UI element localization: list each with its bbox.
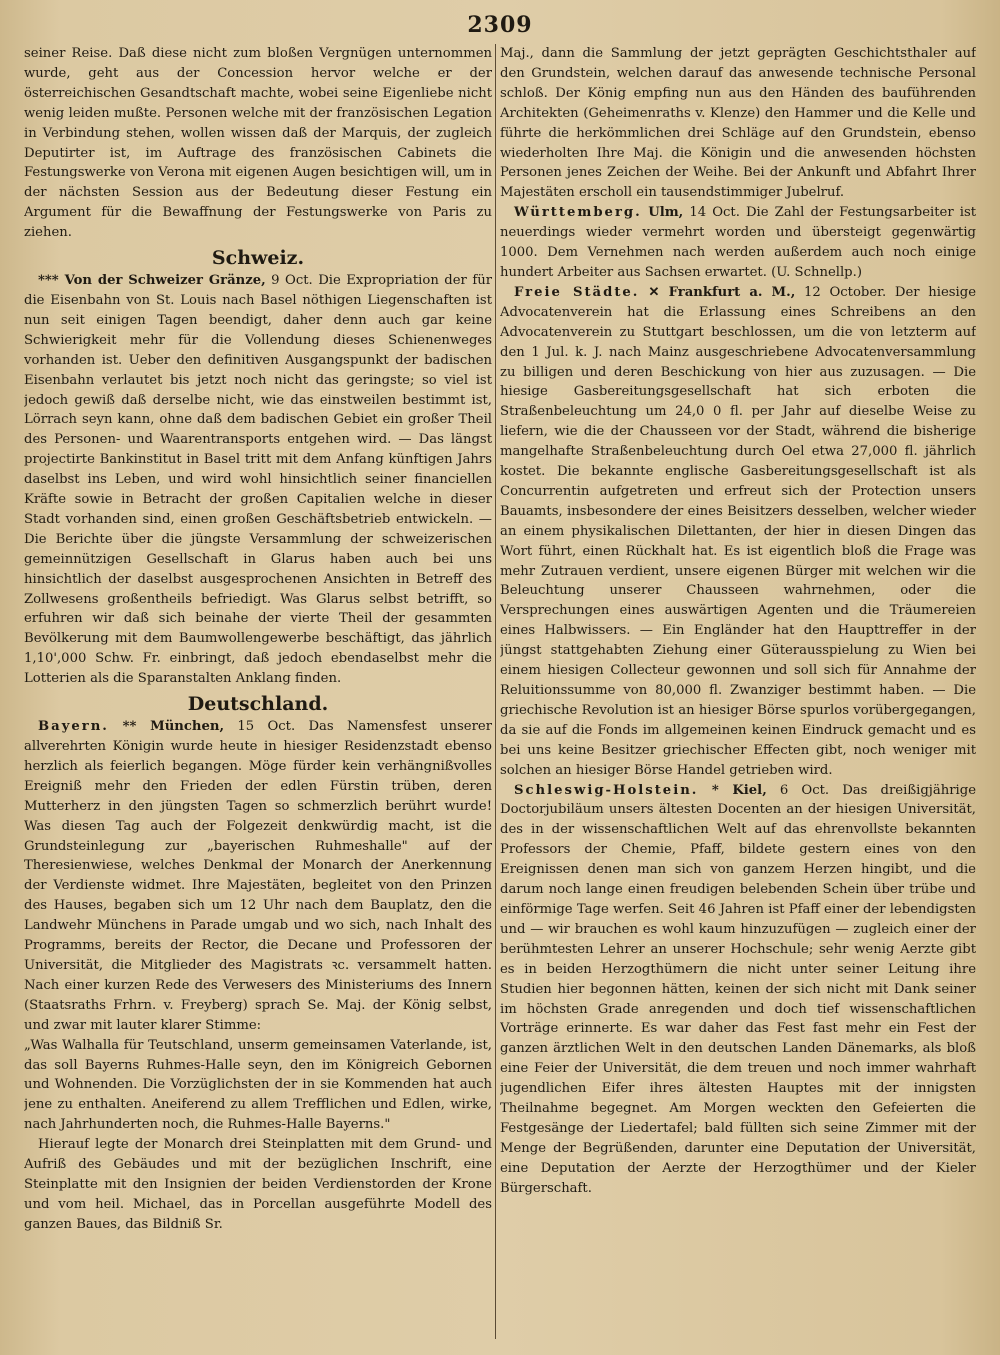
right-column (500, 44, 976, 1341)
quotation-text: „Was Walhalla für Teutschland, unserm gemeinsamen Vaterlande, ist, das soll Bayerns Ruhmes-Halle seyn, den im Königreich Gebornen und Wohnenden. Die Vorzüglichsten der in sie Kommenden hat auch jene zu enthalten. Aneiferend zu allem Trefflichen und Edlen, wirke, nach Jahrhunderten noch, die Ruhmes-Halle Bayerns." (24, 1037, 492, 1133)
article-body: Der hiesige Advocatenverein hat die Erlassung eines Schreibens an den Advocatenverein zu Stuttgart beschlossen, um die von letzterm auf den 1 Jul. k. J. nach Mainz ausgeschriebene Advocatenversammlung zu billigen und deren Beschickung von hier aus zuzusagen. — Die hiesige Gasbereitungsgesellschaft hat sich erboten die Straßenbeleuchtung um 24,0 0 fl. per Jahr auf dieselbe Weise zu liefern, wie die der Chausseen vor der Stadt, während die bisherige mangelhafte Straßenbeleuchtung durch Oel etwa 27,000 fl. jährlich kostet. Die bekannte englische Gasbereitungsgesellschaft ist als Concurrentin aufgetreten und erfreut sich der Protection unsers Bauamts, insbesondere der eines Beisitzers desselben, welcher wieder an einem physikalischen Dilettanten, der hier in diesen Dingen das Wort führt, einen Rückhalt hat. Es ist eigentlich bloß die Frage was mehr Zutrauen verdient, unsere eigenen Bürger mit welchen wir die Beleuchtung unserer Chausseen wahrnehmen, oder die Versprechungen eines auswärtigen Agenten und die Träumereien eines Halbwissers. — Ein Engländer hat den Haupttreffer in der jüngst stattgehabten Ziehung einer Güterausspielung zu Wien bei einem hiesigen Collecteur gewonnen und soll sich für Annahme der Reluitionssumme von 80,000 fl. Zwanziger bestimmt haben. — Die griechische Revolution ist an hiesiger Börse spurlos vorübergegangen, da sie auf die Fonds im allgemeinen keinen Eindruck gemacht und es bei uns keine Besitzer griechischer Effecten gibt, noch weniger mit solchen an hiesiger Börse Handel getrieben wird. (500, 284, 976, 778)
dateline-place: *** Von der Schweizer Gränze, (38, 273, 266, 289)
column-divider (495, 44, 496, 1339)
article-body: Das Namensfest unserer allverehrten Königin wurde heute in hiesiger Residenzstadt ebenso herzlich als feierlich begangen. Möge fürder kein verhängnißvolles Ereigniß mehr den Frieden der edlen Fürstin trüben, deren Mutterherz in den jüngsten Tagen so schmerzlich berührt wurde! Was diesen Tag auch der Folgezeit denkwürdig macht, ist die Grundsteinlegung zur „bayerischen Ruhmeshalle" auf der Theresienwiese, welches Denkmal der Monarch der Anerkennung der Verdienste widmet. Ihre Majestäten, begleitet von den Prinzen des Hauses, begaben sich um 12 Uhr nach dem Bauplatz, den die Landwehr Münchens in Parade umgab und wo sich, nach Inhalt des Programms, bereits der Rector, die Decane und Professoren der Universität, die Mitglieder des Magistrats ꝛc. versammelt hatten. Nach einer kurzen Rede des Verwesers des Ministeriums des Innern (Staatsraths Frhrn. v. Freyberg) sprach Se. Maj. der König selbst, und zwar mit lauter klarer Stimme: (24, 719, 492, 1033)
dateline-place: ✕ Frankfurt a. M., (639, 284, 796, 300)
dateline-region: Bayern. (38, 719, 109, 735)
dateline-region: Schleswig-Holstein. (514, 782, 699, 798)
dateline-date: 6 Oct. (766, 782, 843, 798)
article-paragraph: seiner Reise. Daß diese nicht zum bloßen Vergnügen unternommen wurde, geht aus der Concession hervor welche er der österreichischen Gesandtschaft machte, wobei seine Eigenliebe nicht wenig leiden mußte. Personen welche mit der französischen Legation in Verbindung stehen, wollen wissen daß der Marquis, der zugleich Deputirter ist, im Auftrage des französischen Cabinets die Festungswerke von Verona mit eigenen Augen besichtigen will, um in der nächsten Session aus der Bedeutung dieser Festung ein Argument für die Bewaffnung der Festungswerke von Paris zu ziehen. (24, 46, 492, 241)
dateline-place: * Kiel, (698, 782, 767, 798)
article-paragraph: Maj., dann die Sammlung der jetzt geprägten Geschichtsthaler auf den Grundstein, welchen darauf das anwesende technische Personal schloß. Der König empfing nun aus den Händen des bauführenden Architekten (Geheimenraths v. Klenze) den Hammer und die Kelle und führte die herkömmlichen drei Schläge auf den Grundstein, ebenso wiederholten Ihre Maj. die Königin und die anwesenden höchsten Personen jenes Zeichen der Weihe. Bei der Ankunft und Abfahrt Ihrer Majestäten erscholl ein tausendstimmiger Jubelruf. (500, 46, 976, 201)
article-paragraph (500, 203, 976, 283)
dateline-region: Freie Städte. (514, 284, 640, 300)
article-body: Das dreißigjährige Doctorjubiläum unsers ältesten Docenten an der hiesigen Universität, des in der wissenschaftlichen Welt auf das ehrenvollste bekannten Professors der Chemie, Pfaff, bildete gestern eines von den Ereignissen denen man sich von ganzem Herzen hingibt, und die darum noch lange einen freudigen belebenden Schein über trübe und einförmige Tage werfen. Seit 46 Jahren ist Pfaff einer der lebendigsten und — wir brauchen es wohl kaum hinzuzufügen — zugleich einer der berühmtesten Lehrer an unserer Hochschule; sehr wenig Aerzte gibt es in beiden Herzogthümern die nicht unter seiner Leitung ihre Studien hier begonnen hätten, keinen der sich nicht mit Dank seiner im höchsten Grade anregenden und doch tief wissenschaftlichen Vorträge erinnerte. Es war daher das Fest fast mehr ein Fest der ganzen ärztlichen Welt in den deutschen Landen Dänemarks, als bloß eine Feier der Universität, die dem treuen und noch immer wahrhaft jugendlichen Eifer ihres ältesten Hauptes mit der innigsten Theilnahme begegnet. Am Morgen weckten den Gefeierten die Festgesänge der Liedertafel; bald füllten sich seine Zimmer mit der Menge der Begrüßenden, darunter eine Deputation der Universität, eine Deputation der Aerzte der Herzogthümer und der Kieler Bürgerschaft. (500, 782, 976, 1196)
article-body: Die Expropriation der für die Eisenbahn von St. Louis nach Basel nöthigen Liegenschaften ist nun seit einigen Tagen beendigt, daher denn auch gar keine Schwierigkeit mehr für die Vollendung dieses Schienenweges vorhanden ist. Ueber den definitiven Ausgangspunkt der badischen Eisenbahn verlautet bis jetzt noch nicht das geringste; so viel ist jedoch gewiß daß derselbe nicht, wie das einstweilen bestimmt ist, Lörrach seyn kann, ohne daß dem badischen Gebiet ein großer Theil des Personen- und Waarentransports entgehen wird. — Das längst projectirte Bankinstitut in Basel tritt mit dem Anfang künftigen Jahrs daselbst ins Leben, und wird wohl hinsichtlich seiner financiellen Kräfte sowie in Betracht der großen Capitalien welche in dieser Stadt vorhanden sind, einen großen Geschäftsbetrieb entwickeln. — Die Berichte über die jüngste Versammlung der schweizerischen gemeinnützigen Gesellschaft in Glarus haben auch bei uns hinsichtlich der daselbst ausgesprochenen Ansichten in Betreff des Zollwesens großentheils befriedigt. Was Glarus selbst betrifft, so erfuhren wir daß sich beinahe der vierte Theil der gesammten Bevölkerung mit dem Baumwollengewerbe beschäftigt, das jährlich 1,10',000 Schw. Fr. einbringt, daß jedoch ebendaselbst mehr die Lotterien als die Sparanstalten Anklang finden. (24, 273, 492, 687)
dateline-place: ** München, (108, 719, 225, 735)
article-paragraph: Hierauf legte der Monarch drei Steinplatten mit dem Grund- und Aufriß des Gebäudes und mit der bezüglichen Inschrift, eine Steinplatte mit den Insignien der beiden Verdienstorden der Krone und vom heil. Michael, das in Porcellan ausgeführte Modell des ganzen Baues, das Bildniß Sr. (24, 1137, 492, 1232)
dateline-date: 9 Oct. (265, 273, 319, 289)
article-paragraph (24, 271, 492, 689)
article-paragraph (500, 781, 976, 1199)
article-paragraph (24, 717, 492, 1036)
dateline-place: Ulm, (641, 205, 684, 221)
left-column (24, 44, 492, 1341)
quotation (24, 1036, 492, 1136)
dateline-date: 15 Oct. (224, 719, 309, 735)
section-heading-schweiz: Schweiz. (211, 247, 305, 270)
article-body: Die Zahl der Festungsarbeiter ist neuerdings wieder vermehrt worden und übersteigt gegenwärtig 1000. Dem Vernehmen nach werden außerdem auch noch einige hundert Arbeiter aus Sachsen erwartet. (U. Schnellp.) (500, 205, 976, 280)
page-number: 2309 (467, 12, 533, 38)
section-heading-deutschland: Deutschland. (187, 693, 329, 716)
dateline-region: Württemberg. (514, 205, 642, 221)
dateline-date: 14 Oct. (683, 205, 746, 221)
article-paragraph (500, 283, 976, 781)
dateline-date: 12 October. (795, 284, 895, 300)
